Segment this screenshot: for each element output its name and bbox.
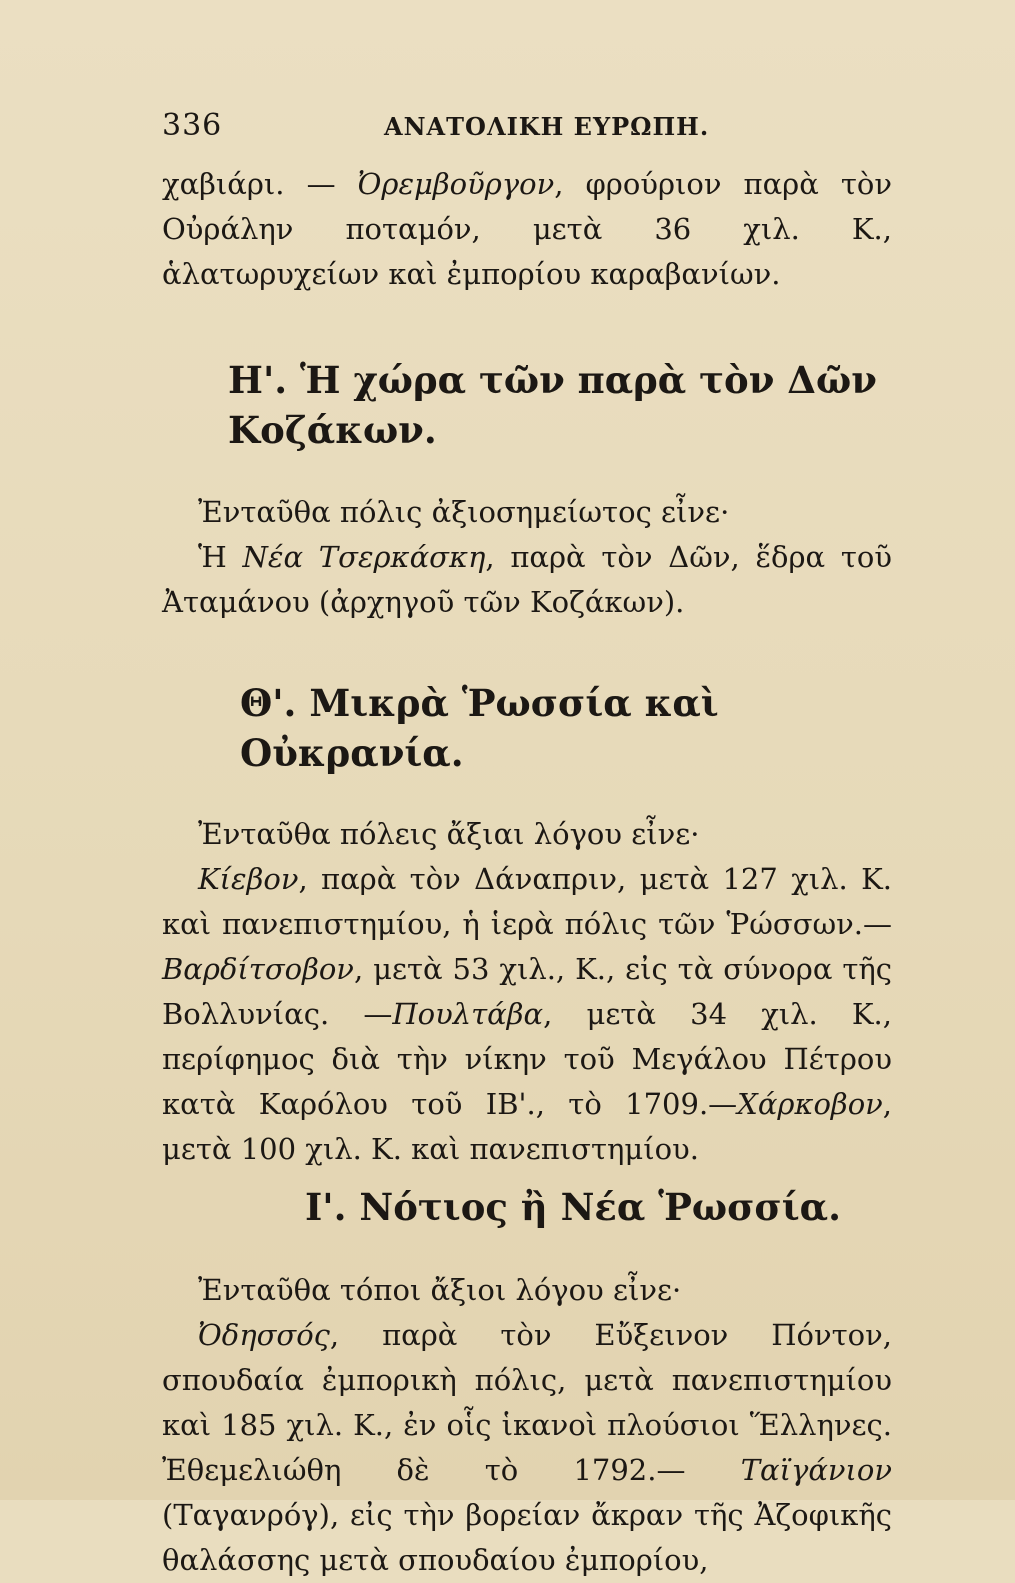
page-body [162,162,892,1583]
paragraph-orenburg [162,162,892,297]
running-head: ΑΝΑΤΟΛΙΚΗ ΕΥΡΩΠΗ. [384,112,710,141]
place-name: Βαρδίτσοβον [162,952,354,986]
section-heading-little-russia: Θ'. Μικρὰ Ῥωσσία καὶ Οὐκρανία. [240,681,719,775]
section-intro: Ἐνταῦθα τόποι ἄξιοι λόγου εἶνε· [198,1273,682,1307]
text-run: , παρὰ τὸν Δάναπριν, μετὰ 127 χιλ. Κ. καὶ πανεπιστημίου, ἡ ἱερὰ πόλις τῶν Ῥώσσων.— [162,862,892,941]
text-run: (Ταγανρόγ), εἰς τὴν βορείαν ἄκραν τῆς Ἀζοφικῆς θαλάσσης μετὰ σπουδαίου ἐμπορίου, [162,1498,892,1577]
section-intro: Ἐνταῦθα πόλεις ἄξιαι λόγου εἶνε· [198,817,700,851]
paragraph-odessa [162,1313,892,1583]
place-name: Ὀρεμβοῦργον [357,167,555,201]
page-header [162,108,892,148]
place-name: Ταϊγάνιον [740,1453,892,1487]
section-heading-don-cossacks: Η'. Ἡ χώρα τῶν παρὰ τὸν Δῶν Κοζάκων. [228,358,877,452]
place-name: Χάρκοβον [737,1087,883,1121]
text-run: , μετὰ 34 χιλ. Κ., περίφημος διὰ τὴν νίκην τοῦ Μεγάλου Πέτρου κατὰ Καρόλου τοῦ ΙΒ'., τὸ 1709.— [162,997,892,1121]
text-run: , μετὰ 53 χιλ., Κ., εἰς τὰ σύνορα τῆς Βολλυνίας. — [162,952,892,1031]
text-run: , παρὰ τὸν Δῶν, ἕδρα τοῦ Ἀταμάνου (ἀρχηγοῦ τῶν Κοζάκων). [162,540,892,619]
text-run: , παρὰ τὸν Εὔξεινον Πόντον, σπουδαία ἐμπορικὴ πόλις, μετὰ πανεπιστημίου καὶ 185 χιλ. Κ., ἐν οἷς ἱκανοὶ πλούσιοι Ἕλληνες. Ἐθεμελιώθη δὲ τὸ 1792.— [162,1318,892,1487]
place-name: Ὀδησσός [198,1318,330,1352]
page-number: 336 [162,108,223,143]
place-name: Νέα Τσερκάσκη [242,540,486,574]
paragraph-kiev [162,857,892,1172]
place-name: Κίεβον [198,862,299,896]
text-run: χαβιάρι. — [162,167,358,201]
text-run: Ἡ [198,540,243,574]
place-name: Πουλτάβα [392,997,544,1031]
text-run: , φρούριον παρὰ τὸν Οὐράλην ποταμόν, μετὰ 36 χιλ. Κ., ἁλατωρυχείων καὶ ἐμπορίου καραβανίων. [162,167,893,291]
section-heading-new-russia: Ι'. Νότιος ἢ Νέα Ῥωσσία. [305,1185,841,1229]
section-intro: Ἐνταῦθα πόλις ἀξιοσημείωτος εἶνε· [198,495,730,529]
paragraph-novocherkassk [162,535,892,625]
text-run: , μετὰ 100 χιλ. Κ. καὶ πανεπιστημίου. [162,1087,892,1166]
